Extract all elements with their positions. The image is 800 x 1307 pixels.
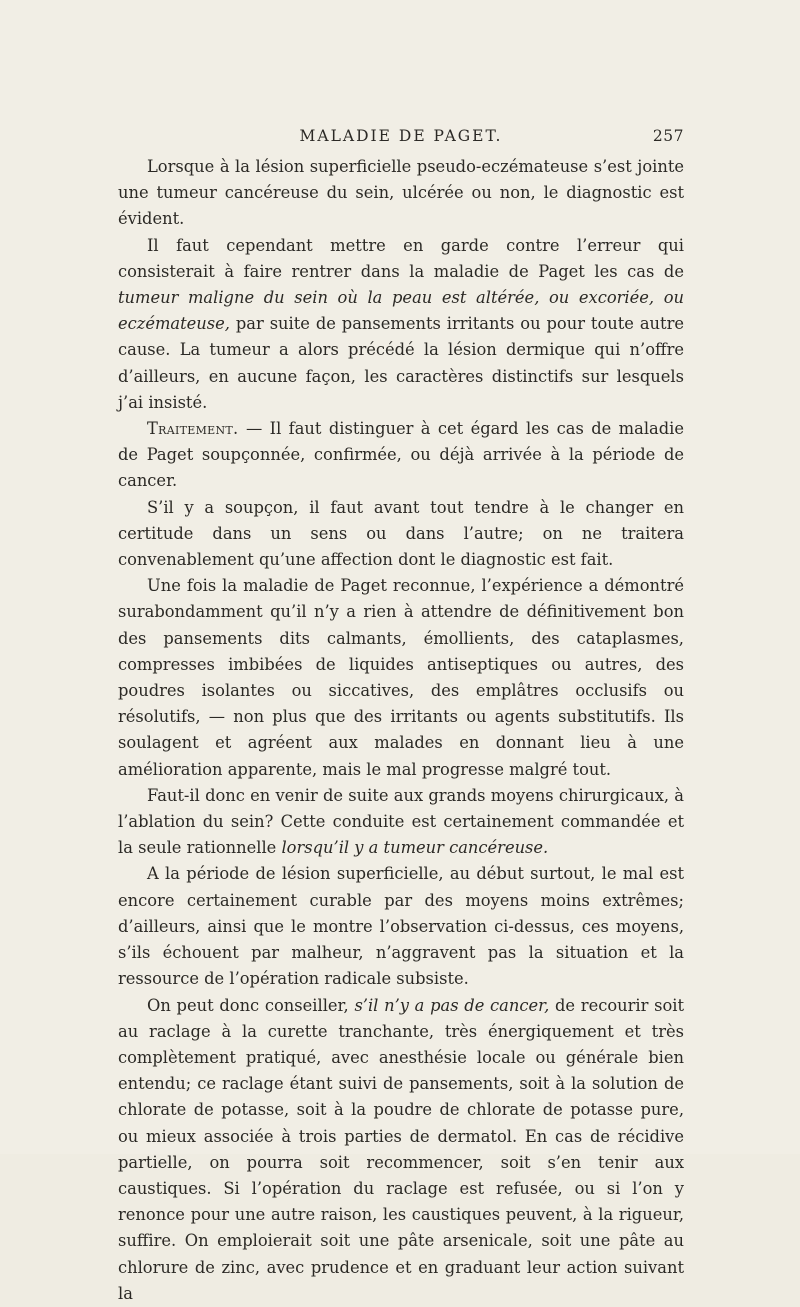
paragraph-5: [118, 573, 684, 783]
section-heading-traitement: Traitement.: [147, 419, 239, 439]
paragraph-3: [118, 416, 684, 495]
paragraph-6-italic: lorsqu’il y a tumeur cancéreuse.: [281, 838, 549, 858]
paragraph-4: [118, 495, 684, 574]
paragraph-6-text-a: Faut-il donc en venir de suite aux grands moyens chirurgicaux, à l’ablation du sein? Cette conduite est certainement commandée et la seule rationnelle: [118, 785, 684, 858]
paragraph-2-text-c: par suite de pansements irritants ou pour toute autre cause. La tumeur a alors précédé la lésion dermique qui n’offre d’ailleurs, en aucune façon, les caractères distinctifs sur lesquels j’ai insisté.: [118, 314, 684, 412]
body-text: [118, 154, 684, 1307]
page-number: 257: [652, 127, 684, 145]
paragraph-5-text: Une fois la maladie de Paget reconnue, l’expérience a démontré surabondamment qu’il n’y a rien à attendre de définitivement bon des pansements dits calmants, émollients, des cataplasmes, compresses imbibées de liquides antiseptiques ou autres, des poudres isolantes ou siccatives, des emplâtres occlusifs ou résolutifs, — non plus que des irritants ou agents substitutifs. Ils soulagent et agréent aux malades en donnant lieu à une amélioration apparente, mais le mal progresse malgré tout.: [118, 576, 684, 779]
paragraph-1: [118, 154, 684, 233]
paragraph-4-text: S’il y a soupçon, il faut avant tout tendre à le changer en certitude dans un sens ou dans l’autre; on ne traitera convenablement qu’une affection dont le diagnostic est fait.: [118, 497, 684, 570]
paragraph-8-italic: s’il n’y a pas de cancer,: [354, 995, 550, 1015]
page-header: [118, 127, 684, 147]
paragraph-8: [118, 993, 684, 1307]
paragraph-2-italic: tumeur maligne du sein où la peau est altérée, ou excoriée, ou eczémateuse,: [118, 288, 684, 334]
paragraph-2-text-a: Il faut cependant mettre en garde contre l’erreur qui consisterait à faire rentrer dans la maladie de Paget les cas de: [118, 235, 684, 281]
paragraph-7-text: A la période de lésion superficielle, au début surtout, le mal est encore certainement curable par des moyens moins extrêmes; d’ailleurs, ainsi que le montre l’observation ci-dessus, ces moyens, s’ils échouent par malheur, n’aggravent pas la situation et la ressource de l’opération radicale subsiste.: [118, 864, 684, 989]
paragraph-8-text-c: de recourir soit au raclage à la curette tranchante, très énergiquement et très complètement pratiqué, avec anesthésie locale ou générale bien entendu; ce raclage étant suivi de pansements, soit à la solution de chlorate de potasse, soit à la poudre de chlorate de potasse pure, ou mieux associée à trois parties de dermatol. En cas de récidive partielle, on pourra soit recommencer, soit s’en tenir aux caustiques. Si l’opération du raclage est refusée, ou si l’on y renonce pour une autre raison, les caustiques peuvent, à la rigueur, suffire. On emploierait soit une pâte arsenicale, soit une pâte au chlorure de zinc, avec prudence et en graduant leur action suivant la: [118, 995, 684, 1303]
paragraph-3-text: — Il faut distinguer à cet égard les cas de maladie de Paget soupçonnée, confirmée, ou déjà arrivée à la période de cancer.: [118, 419, 684, 491]
paragraph-8-text-a: On peut donc conseiller,: [147, 995, 355, 1015]
running-title: MALADIE DE PAGET.: [299, 127, 503, 145]
paragraph-1-text: Lorsque à la lésion superficielle pseudo-eczémateuse s’est jointe une tumeur cancéreuse du sein, ulcérée ou non, le diagnostic est évident.: [118, 157, 684, 229]
paragraph-6: [118, 783, 684, 862]
paragraph-7: [118, 861, 684, 992]
paragraph-2: [118, 233, 684, 416]
